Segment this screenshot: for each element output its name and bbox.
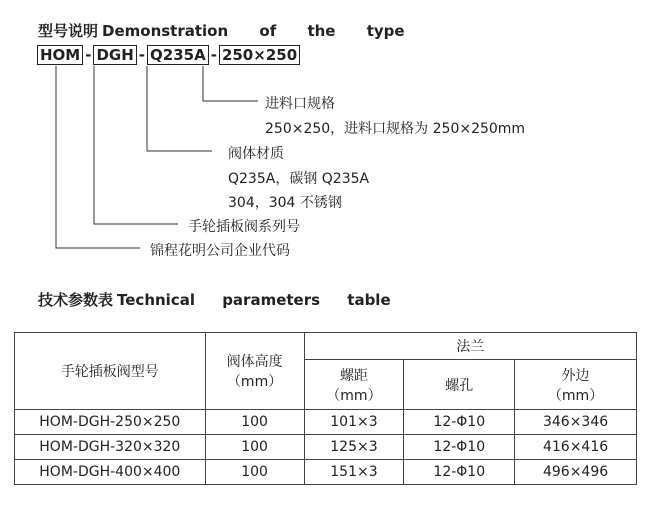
cell-hole: 12-Φ10: [404, 410, 515, 435]
callout-line-material: [147, 66, 212, 151]
header-outer-unit: （mm）: [547, 387, 604, 404]
inlet-spec-example: 250×250，进料口规格为 250×250mm: [265, 121, 526, 137]
header-hole: 螺孔: [404, 360, 515, 410]
params-title: [38, 289, 391, 310]
cell-height: 100: [205, 410, 304, 435]
material-carbon-steel: Q235A，碳钢 Q235A: [228, 171, 370, 187]
material-title: 阀体材质: [228, 146, 284, 162]
header-model: 手轮插板阀型号: [15, 333, 206, 410]
table-row: [15, 435, 637, 460]
series-code-label: 手轮插板阀系列号: [188, 219, 300, 235]
header-body-height-unit: （mm）: [226, 374, 283, 390]
cell-hole: 12-Φ10: [404, 435, 515, 460]
callout-line-company: [56, 66, 140, 248]
cell-model: HOM-DGH-400×400: [15, 460, 206, 485]
header-outer: [515, 360, 637, 410]
code-separator: -: [138, 46, 146, 64]
type-demo-title-cn: 型号说明: [38, 22, 99, 40]
parameters-table: [14, 332, 637, 485]
cell-pitch: 101×3: [304, 410, 404, 435]
code-part-material: Q235A: [147, 45, 209, 65]
cell-model: HOM-DGH-250×250: [15, 410, 206, 435]
table-row: [15, 410, 637, 435]
params-title-cn: 技术参数表: [38, 291, 114, 309]
header-pitch-label: 螺距: [339, 367, 368, 384]
callout-line-inlet: [203, 66, 258, 101]
type-demo-title-en: Demonstration of the type: [102, 22, 405, 40]
cell-model: HOM-DGH-320×320: [15, 435, 206, 460]
code-part-inlet: 250×250: [219, 45, 300, 65]
cell-outer: 416×416: [515, 435, 637, 460]
header-pitch-unit: （mm）: [326, 387, 382, 404]
inlet-spec-title: 进料口规格: [265, 96, 335, 112]
code-part-series: DGH: [93, 45, 136, 65]
header-flange: 法兰: [304, 333, 636, 360]
material-stainless-steel: 304，304 不锈钢: [228, 195, 342, 211]
cell-height: 100: [205, 435, 304, 460]
header-body-height: [205, 333, 304, 410]
code-separator: -: [85, 46, 92, 64]
table-header-row: [15, 333, 637, 360]
header-pitch: [304, 360, 404, 410]
callout-line-series: [94, 66, 178, 224]
cell-pitch: 151×3: [304, 460, 404, 485]
code-part-company: HOM: [37, 45, 83, 65]
params-title-en: Technical parameters table: [117, 291, 391, 309]
header-outer-label: 外边: [561, 367, 590, 384]
code-separator: -: [210, 46, 217, 64]
company-code-label: 锦程花明公司企业代码: [150, 243, 290, 259]
cell-pitch: 125×3: [304, 435, 404, 460]
cell-height: 100: [205, 460, 304, 485]
cell-outer: 346×346: [515, 410, 637, 435]
header-body-height-label: 阀体高度: [226, 354, 283, 370]
table-row: [15, 460, 637, 485]
cell-outer: 496×496: [515, 460, 637, 485]
cell-hole: 12-Φ10: [404, 460, 515, 485]
